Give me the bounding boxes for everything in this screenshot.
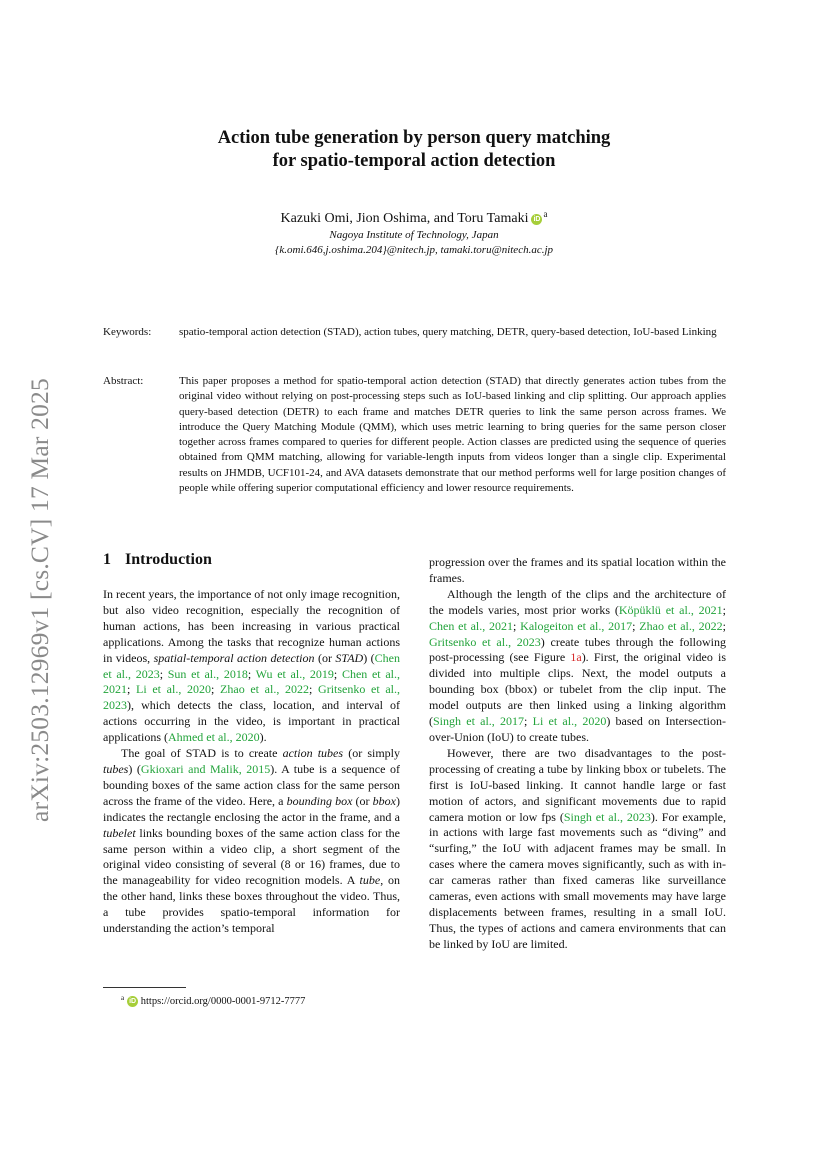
left-column [103,587,400,937]
footnote-marker: a [121,994,125,1002]
title-line-1: Action tube generation by person query matching [217,128,611,148]
citation-link[interactable]: Li et al., 2020 [136,682,212,697]
citation-link[interactable]: Chen et al., 2023 [103,650,400,681]
title-line-2: for spatio-temporal action detection [272,151,556,171]
text: ). [259,730,267,745]
text: (or [352,793,373,808]
text: (or [314,650,336,665]
section-heading-introduction [103,551,212,569]
section-number: 1 [103,551,111,568]
orcid-icon: iD [129,998,137,1005]
citation-link[interactable]: Köpüklü et al., 2021 [618,602,723,617]
citation-link[interactable]: Chen et al., 2021 [103,666,400,697]
text: ) based on Intersection-over-Union (IoU) to create tubes. [429,714,726,744]
author-list [100,206,728,227]
emphasis: tube [359,873,381,888]
text: Although the length of the clips and the architecture of the models varies, most prior works ( [429,586,726,617]
abstract-text: This paper proposes a method for spatio-temporal action detection (STAD) that directly generates action tubes from the original video without relying on post-processing steps such as IoU-based linking and clip splitting. Our approach applies query-based detection (DETR) to each frame and matches DETR queries to link the same person across frames. We introduce the Query Matching Module (QMM), which uses metric learning to bring queries for the same person closer together across frames compared to queries for different people. Action classes are predicted using the sequence of queries obtained from QMM matching, allowing for variable-length inputs from videos longer than a single clip. Experimental results on JHMDB, UCF101-24, and AVA datasets demonstrate that our method performs well for large position changes of people while offering superior computational efficiency and lower resource requirements. [179,375,726,495]
abstract-label: Abstract: [103,375,144,387]
citation-link[interactable]: Singh et al., 2017 [433,714,525,729]
citation-link[interactable]: Ahmed et al., 2020 [167,730,260,745]
arxiv-id-text: arXiv:2503.12969v1 [cs.CV] 17 Mar 2025 [25,378,55,822]
keywords-label: Keywords: [103,326,152,338]
intro-paragraph-4: Although the length of the clips and the architecture of the models varies, most prior works (Köpüklü et al., 2021; Chen et al., 2021; Kalogeiton et al., 2017; Zhao et al., 2022; Gritsenko et al., 2023) create tubes through the following post-processing (see Figure 1a). First, the original video is divided into multiple clips. Next, the model outputs a bounding box (bbox) or tubelet from the clip input. The model outputs are then linked using a linking algorithm (Singh et al., 2017; Li et al., 2020) based on Intersection-over-Union (IoU) to create tubes. [429,586,726,744]
text: ) indicates the rectangle enclosing the actor in the frame, and a [103,793,400,824]
text: ). First, the original video is divided into multiple clips. Next, the model outputs a bounding box (bbox) or tubelet from the clip input. The model outputs are then linked using a linking algorithm ( [429,650,726,729]
text: ) ( [363,650,375,665]
arxiv-identifier-stamp [20,340,60,860]
emphasis: spatial-temporal action detection [153,650,315,665]
footnote-divider [103,987,186,988]
emphasis: tubelet [103,825,136,840]
emphasis: STAD [335,650,364,665]
emphasis: action tubes [282,746,344,761]
intro-paragraph-3: progression over the frames and its spatial location within the frames. [429,555,726,585]
citation-link[interactable]: Wu et al., 2019 [255,666,334,681]
citation-link[interactable]: Gkioxari and Malik, 2015 [140,761,271,776]
text: , on the other hand, links these boxes throughout the video. Thus, a tube provides spatio-temporal information for understanding the action’s temporal [103,873,400,936]
intro-paragraph-1: In recent years, the importance of not only image recognition, but also video recognition, especially the recognition of human actions, has been increasing in various practical applications. Among the tasks that recognize human actions in videos, spatial-temporal action detection (or STAD) (Chen et al., 2023; Sun et al., 2018; Wu et al., 2019; Chen et al., 2021; Li et al., 2020; Zhao et al., 2022; Gritsenko et al., 2023), which detects the class, location, and interval of actions occurring in the video, is important in practical applications (Ahmed et al., 2020). [103,587,401,745]
citation-link[interactable]: Chen et al., 2021 [429,618,514,633]
intro-paragraph-2 [103,746,400,937]
emphasis: tubes [103,761,129,776]
text: The goal of STAD is to create [121,746,283,761]
orcid-url-link[interactable]: https://orcid.org/0000-0001-9712-7777 [140,996,306,1007]
text: However, there are two disadvantages to the post-processing of creating a tube by linking bbox or tubelets. The first is IoU-based linking. It cannot handle large or fast motion of actors, and significant movements due to rapid camera motion or low fps ( [429,745,726,824]
citation-link[interactable]: Gritsenko et al., 2023 [103,682,401,713]
emphasis: bounding box [286,793,353,808]
citation-link[interactable]: Kalogeiton et al., 2017 [520,618,633,633]
orcid-icon[interactable]: iD [533,216,541,223]
paper-title [100,127,728,173]
section-title: Introduction [125,551,212,568]
text: In recent years, the importance of not only image recognition, but also video recognition, especially the recognition of human actions, has been increasing in various practical applications. Among the tasks that recognize human actions in videos, [103,587,400,665]
author-names: Kazuki Omi, Jion Oshima, and Toru Tamaki [280,211,529,226]
citation-link[interactable]: Sun et al., 2018 [167,666,248,681]
text: links bounding boxes of the same action class for the same person within a video clip, a short segment of the original video consisting of several (8 or 16) frames, due to the manageability for video recognition models. A [103,825,400,888]
text: ), which detects the class, location, and interval of actions occurring in the video, is important in practical applications ( [103,698,400,745]
citation-link[interactable]: Li et al., 2020 [532,714,607,729]
figure-reference-link[interactable]: 1a [570,650,582,665]
intro-paragraph-5 [429,746,726,953]
text: ). For example, in actions with large fast movements such as “diving” and “surfing,” the IoU with adjacent frames may be small. In cases where the camera moves significantly, such as with in-car cameras rather than fixed cameras like surveillance cameras, even actions with small movements may have large displacements between frames, resulting in a small IoU. Thus, the types of actions and camera environments that can be linked by IoU are limited. [429,809,726,951]
right-column [429,555,726,953]
citation-link[interactable]: Singh et al., 2023 [563,809,651,824]
citation-link[interactable]: Zhao et al., 2022 [220,682,310,697]
footnote [120,991,305,1009]
text: ) create tubes through the following post-processing (see Figure [429,634,726,665]
keywords-text: spatio-temporal action detection (STAD), action tubes, query matching, DETR, query-based detection, IoU-based Linking [179,326,717,338]
citation-link[interactable]: Gritsenko et al., 2023 [429,634,541,649]
emphasis: bbox [372,793,396,808]
text: ). A tube is a sequence of bounding boxes of the same action class for the same person across the frame of the video. Here, a [103,761,400,808]
affiliation: Nagoya Institute of Technology, Japan [329,229,499,241]
citation-link[interactable]: Zhao et al., 2022 [639,618,723,633]
author-footnote-marker: a [543,209,548,219]
text: ) ( [128,761,141,776]
text: (or simply [343,746,400,761]
author-emails: {k.omi.646,j.oshima.204}@nitech.jp, tamaki.toru@nitech.ac.jp [274,244,554,256]
